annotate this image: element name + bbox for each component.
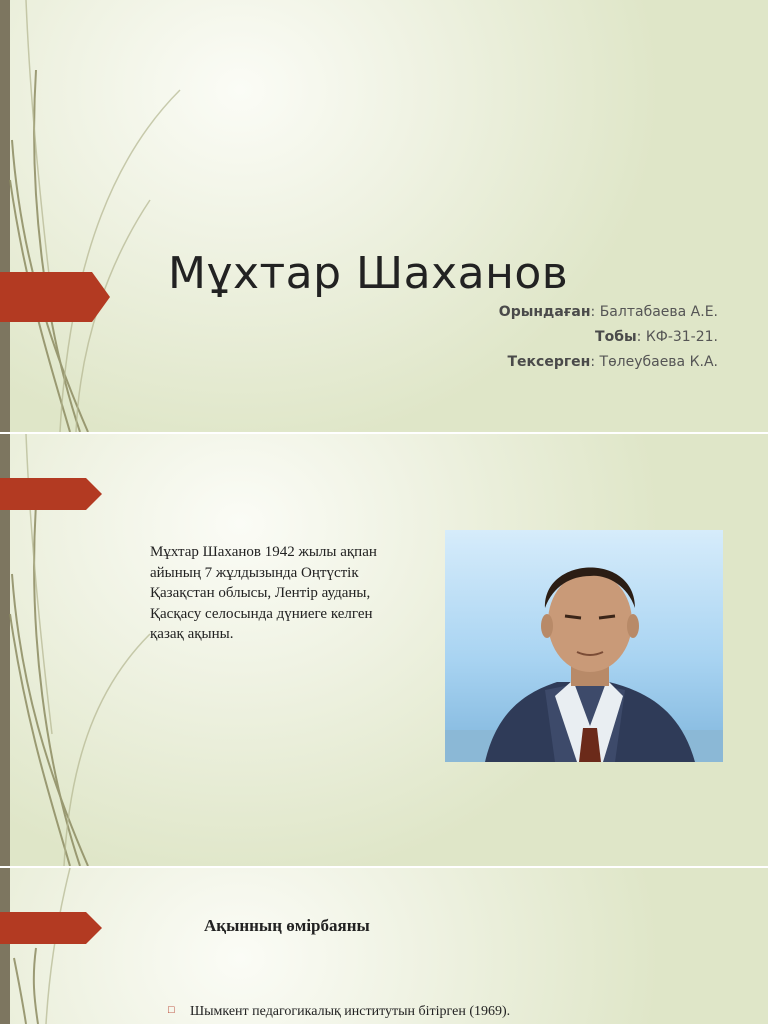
performed-by-label: Орындаған: [498, 304, 591, 320]
bullet-text: Шымкент педагогикалық институтын бітірген (1969).: [190, 1004, 511, 1019]
slide-biography: [0, 868, 768, 1024]
performed-by: [499, 304, 718, 320]
portrait-photo: [445, 530, 723, 762]
decorative-curves: [0, 868, 200, 1024]
accent-banner: [0, 912, 102, 944]
bullet-square-icon: □: [168, 1004, 175, 1016]
biography-heading: Ақынның өмірбаяны: [204, 916, 370, 935]
group-label: Тобы: [595, 329, 637, 345]
performed-by-value: : Балтабаева А.Е.: [590, 304, 718, 320]
bullet-item: [168, 1004, 510, 1020]
accent-banner: [0, 478, 102, 510]
group: [595, 329, 718, 345]
presentation-title: Мұхтар Шаханов: [168, 248, 569, 299]
checked-by-label: Тексерген: [507, 354, 591, 370]
checked-by-value: : Төлеубаева К.А.: [590, 354, 718, 370]
slide-biography-intro: [0, 434, 768, 866]
biography-text: Мұхтар Шаханов 1942 жылы ақпан айының 7 жұлдызында Оңтүстік Қазақстан облысы, Лентір ауданы, Қасқасу селосында дүниеге келген қазақ ақыны.: [150, 544, 377, 642]
slide-title: [0, 0, 768, 432]
decorative-curves: [0, 0, 200, 432]
accent-banner: [0, 272, 110, 322]
group-value: : КФ-31-21.: [636, 329, 718, 345]
checked-by: [507, 354, 718, 370]
